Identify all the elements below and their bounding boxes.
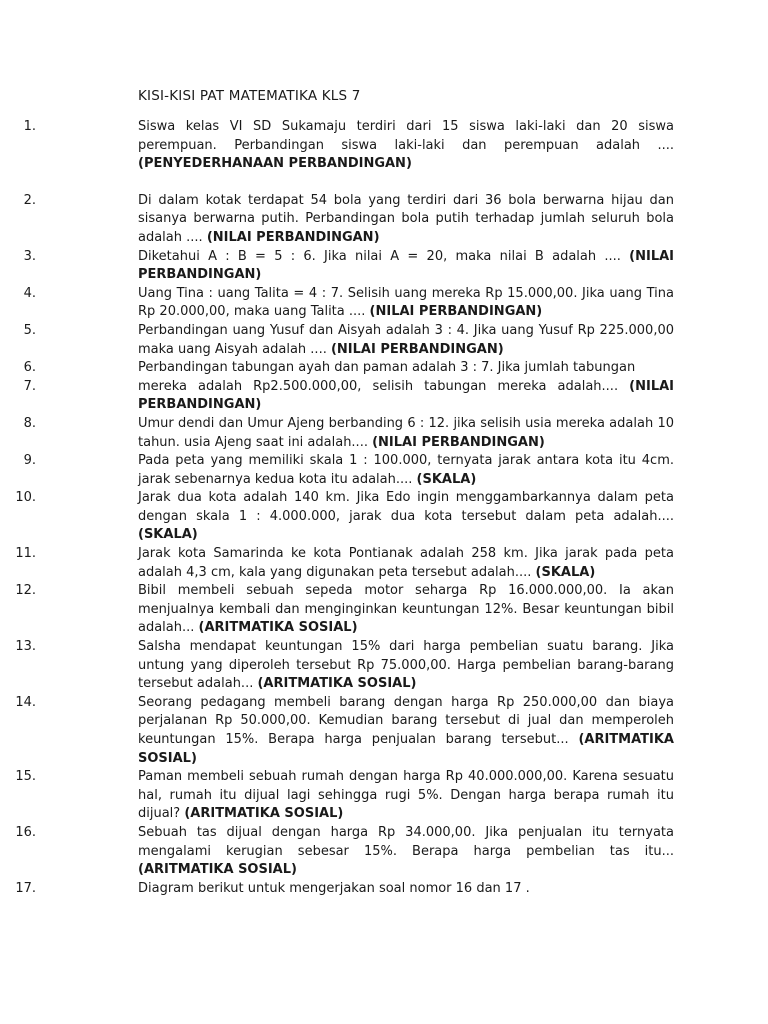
topic-tag: (NILAI PERBANDINGAN)	[138, 378, 674, 413]
list-item-2	[0, 192, 674, 248]
item-text: Salsha mendapat keuntungan 15% dari harga pembelian suatu barang. Jika untung yang diperoleh tersebut Rp 75.000,00. Harga pembelian barang-barang tersebut adalah... (ARITMATIKA SOSIAL)	[138, 639, 674, 692]
topic-tag: (SKALA)	[416, 471, 477, 487]
list-item-3	[0, 248, 674, 285]
topic-tag: (ARITMATIKA SOSIAL)	[198, 620, 358, 636]
item-text: Perbandingan tabungan ayah dan paman adalah 3 : 7. Jika jumlah tabungan	[138, 360, 636, 376]
item-number: 1.	[23, 119, 36, 134]
item-number: 4.	[23, 285, 36, 301]
item-number: 15.	[15, 769, 36, 785]
topic-tag: (ARITMATIKA SOSIAL)	[257, 676, 417, 692]
item-number: 2.	[23, 192, 36, 208]
item-number: 7.	[23, 378, 36, 394]
item-number: 8.	[23, 415, 36, 431]
topic-tag: (NILAI PERBANDINGAN)	[206, 229, 380, 245]
item-number: 17.	[15, 880, 36, 896]
list-item-6	[0, 359, 674, 378]
item-text: Sebuah tas dijual dengan harga Rp 34.000,00. Jika penjualan itu ternyata mengalami kerugian sebesar 15%. Berapa harga pembelian tas itu... (ARITMATIKA SOSIAL)	[138, 824, 674, 878]
topic-tag: (SKALA)	[138, 527, 198, 543]
item-text: Jarak dua kota adalah 140 km. Jika Edo ingin menggambarkannya dalam peta dengan skala 1 : 4.000.000, jarak dua kota tersebut dalam peta adalah.... (SKALA)	[138, 490, 674, 543]
item-number: 9.	[23, 453, 36, 469]
topic-tag: (NILAI PERBANDINGAN)	[369, 304, 543, 320]
item-number: 6.	[23, 360, 36, 376]
item-text: Diagram berikut untuk mengerjakan soal nomor 16 dan 17 .	[138, 880, 530, 896]
item-text: Diketahui A : B = 5 : 6. Jika nilai A = 20, maka nilai B adalah .... (NILAI PERBANDINGAN)	[138, 248, 675, 283]
item-text: Siswa kelas VI SD Sukamaju terdiri dari 15 siswa laki-laki dan 20 siswa perempuan. Perbandingan siswa laki-laki dan perempuan adalah .... (PENYEDERHANAAN PERBANDINGAN)	[138, 119, 674, 172]
topic-tag: (PENYEDERHANAAN PERBANDINGAN)	[138, 156, 412, 172]
item-number: 10.	[15, 490, 36, 506]
item-text: Di dalam kotak terdapat 54 bola yang terdiri dari 36 bola berwarna hijau dan sisanya berwarna putih. Perbandingan bola putih terhadap jumlah seluruh bola adalah .... (NILAI PERBANDINGAN)	[138, 192, 674, 245]
item-number: 16.	[15, 824, 36, 840]
question-list	[0, 118, 768, 898]
item-number: 14.	[15, 694, 36, 710]
item-text: Bibil membeli sebuah sepeda motor seharga Rp 16.000.000,00. Ia akan menjualnya kembali dan menginginkan keuntungan 12%. Besar keuntungan bibil adalah... (ARITMATIKA SOSIAL)	[138, 583, 674, 636]
item-text: Uang Tina : uang Talita = 4 : 7. Selisih uang mereka Rp 15.000,00. Jika uang Tina Rp 20.000,00, maka uang Talita .... (NILAI PERBANDINGAN)	[138, 285, 674, 320]
item-text: Umur dendi dan Umur Ajeng berbanding 6 : 12. jika selisih usia mereka adalah 10 tahun. usia Ajeng saat ini adalah.... (NILAI PERBANDINGAN)	[138, 415, 674, 450]
topic-tag: (SKALA)	[535, 564, 596, 580]
item-number: 3.	[23, 248, 36, 264]
list-item-12	[0, 582, 674, 638]
item-text: Paman membeli sebuah rumah dengan harga Rp 40.000.000,00. Karena sesuatu hal, rumah itu dijual lagi sehingga rugi 5%. Dengan harga berapa rumah itu dijual? (ARITMATIKA SOSIAL)	[138, 769, 674, 822]
item-text: mereka adalah Rp2.500.000,00, selisih tabungan mereka adalah.... (NILAI PERBANDINGAN)	[138, 378, 674, 413]
topic-tag: (NILAI PERBANDINGAN)	[372, 434, 545, 450]
list-item-17	[0, 880, 674, 899]
item-number: 5.	[23, 322, 36, 338]
list-item-1	[0, 118, 674, 174]
list-item-13	[0, 638, 674, 694]
item-number: 11.	[15, 546, 36, 562]
item-text: Pada peta yang memiliki skala 1 : 100.000, ternyata jarak antara kota itu 4cm. jarak sebenarnya kedua kota itu adalah.... (SKALA)	[138, 453, 674, 487]
topic-tag: (ARITMATIKA SOSIAL)	[138, 732, 674, 766]
list-item-14	[0, 694, 674, 768]
item-number: 13.	[15, 639, 36, 655]
item-text: Perbandingan uang Yusuf dan Aisyah adalah 3 : 4. Jika uang Yusuf Rp 225.000,00 maka uang Aisyah adalah .... (NILAI PERBANDINGAN)	[138, 322, 674, 357]
topic-tag: (ARITMATIKA SOSIAL)	[184, 806, 344, 822]
topic-tag: (NILAI PERBANDINGAN)	[330, 341, 504, 357]
list-item-4	[0, 285, 674, 322]
list-item-15	[0, 768, 674, 824]
item-text: Jarak kota Samarinda ke kota Pontianak adalah 258 km. Jika jarak pada peta adalah 4,3 cm, kala yang digunakan peta tersebut adalah.... (SKALA)	[138, 546, 674, 580]
item-number: 12.	[15, 583, 36, 599]
list-item-16	[0, 824, 674, 880]
item-text: Seorang pedagang membeli barang dengan harga Rp 250.000,00 dan biaya perjalanan Rp 50.000,00. Kemudian barang tersebut di jual dan memperoleh keuntungan 15%. Berapa harga penjualan barang tersebut... (ARITMATIKA SOSIAL)	[138, 694, 674, 766]
list-item-11	[0, 545, 674, 582]
document-title: KISI-KISI PAT MATEMATIKA KLS 7	[138, 88, 361, 104]
topic-tag: (NILAI PERBANDINGAN)	[138, 248, 675, 283]
list-item-10	[0, 489, 674, 545]
topic-tag: (ARITMATIKA SOSIAL)	[138, 862, 297, 878]
list-item-8	[0, 415, 674, 452]
list-item-9	[0, 452, 674, 489]
list-item-7	[0, 378, 674, 415]
list-item-5	[0, 322, 674, 359]
